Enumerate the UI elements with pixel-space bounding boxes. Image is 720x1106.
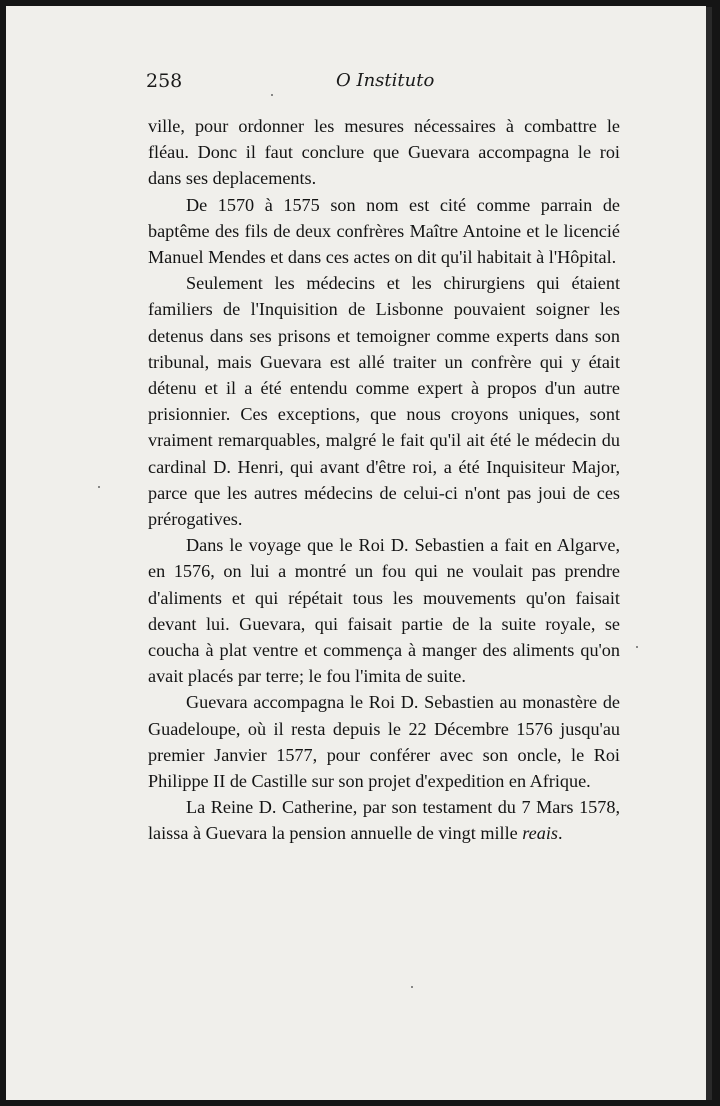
paragraph: De 1570 à 1575 son nom est cité comme parrain de baptême des fils de deux confrères Maître Antoine et le licencié Manuel Mendes et dans ces actes on dit qu'il habitait à l'Hôpital. bbox=[148, 194, 620, 268]
paragraph: Guevara accompagna le Roi D. Sebastien au monastère de Guadeloupe, où il resta depuis le 22 Décembre 1576 jusqu'au premier Janvier 1577, pour conférer avec son oncle, le Roi Philippe II de Castille sur son projet d'expedition en Afrique. bbox=[148, 692, 620, 792]
running-title: O Instituto bbox=[336, 70, 435, 91]
italic-word: reais bbox=[522, 823, 558, 844]
paragraph: ville, pour ordonner les mesures nécessaires à combattre le fléau. Donc il faut conclure que Guevara accompagna le roi dans ses deplacements. bbox=[148, 116, 620, 189]
paper-speck bbox=[98, 486, 100, 488]
page-header bbox=[146, 70, 622, 100]
paper-speck bbox=[411, 986, 413, 988]
paragraph-text: La Reine D. Catherine, par son testament du 7 Mars 1578, laissa à Guevara la pension annuelle de vingt mille bbox=[148, 797, 620, 844]
paragraph: Seulement les médecins et les chirurgiens qui étaient familiers de l'Inquisition de Lisbonne pouvaient soigner les detenus dans ses prisons et temoigner comme experts dans son tribunal, mais Guevara est allé traiter un confrère qui y était détenu et il a été entendu comme expert à propos d'un autre prisionnier. Ces exceptions, que nous croyons uniques, sont vraiment remarquables, malgré le fait qu'il ait été le médecin du cardinal D. Henri, qui avant d'être roi, a été Inquisiteur Major, parce que les autres médecins de celui-ci n'ont pas joui de ces prérogatives. bbox=[148, 273, 620, 530]
scan-border-right bbox=[712, 0, 720, 1106]
paragraph-end: . bbox=[557, 823, 563, 844]
paragraph-last bbox=[148, 794, 620, 846]
page-number: 258 bbox=[146, 70, 183, 92]
scan-border-bottom bbox=[0, 1100, 720, 1106]
body-text bbox=[148, 113, 620, 847]
paragraph: Dans le voyage que le Roi D. Sebastien a fait en Algarve, en 1576, on lui a montré un fou qui ne voulait pas prendre d'aliments et qui répétait tous les mouvements qu'on faisait devant lui. Guevara, qui faisait partie de la suite royale, se coucha à plat ventre et commença à manger des aliments qu'on avait placés par terre; le fou l'imita de suite. bbox=[148, 535, 620, 687]
paper-speck bbox=[636, 646, 638, 648]
